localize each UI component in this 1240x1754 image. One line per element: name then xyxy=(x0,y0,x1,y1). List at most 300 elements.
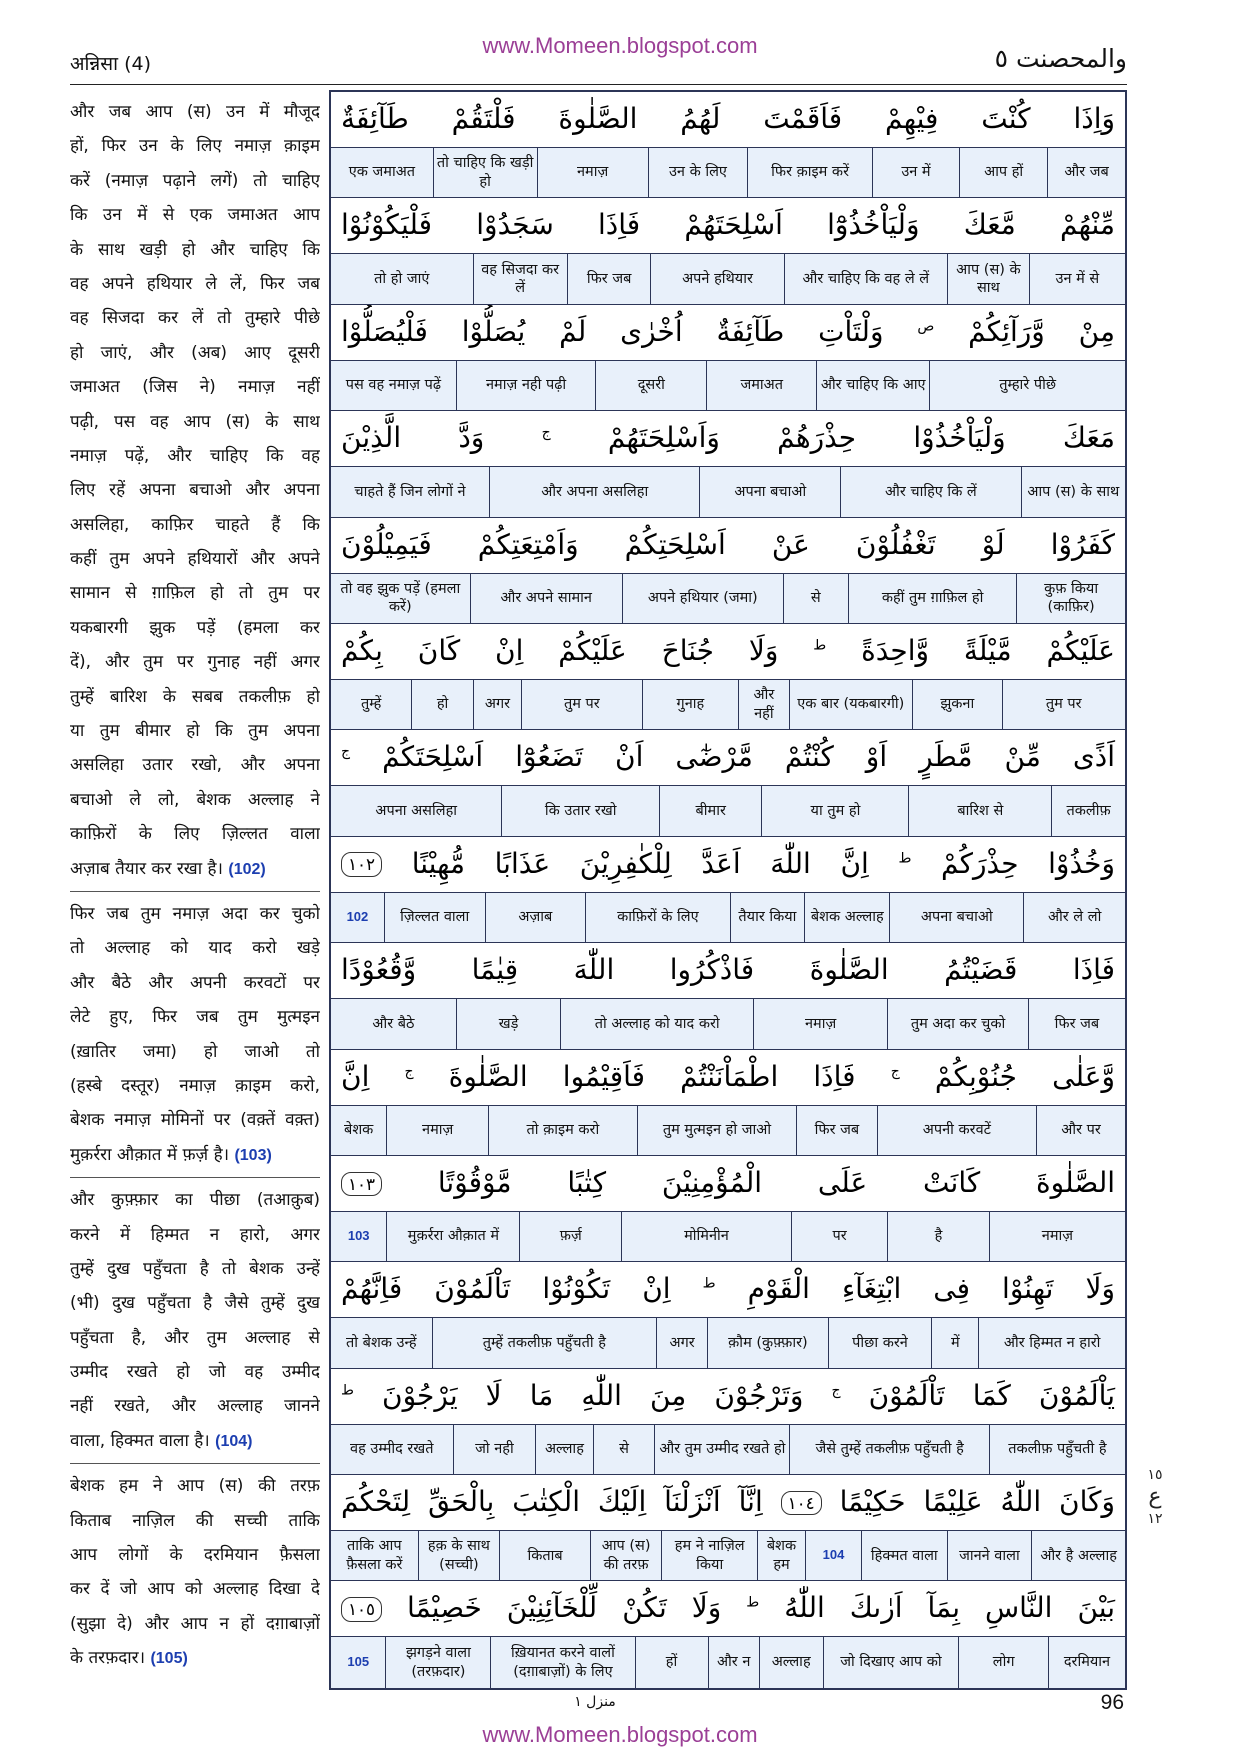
word-meaning-text: और अपना असलिहा xyxy=(541,483,649,500)
translation-line xyxy=(70,897,320,931)
translation-line xyxy=(70,1103,320,1137)
word-meaning-text: फिर क़ाइम करें xyxy=(771,164,850,181)
word-meaning-cell xyxy=(1047,148,1125,197)
juz-name: والمحصنت ٥ xyxy=(994,44,1127,73)
translation-line xyxy=(70,1183,320,1217)
word-meaning-text: किताब xyxy=(527,1547,563,1564)
arabic-line xyxy=(331,1262,1125,1318)
translation-line xyxy=(70,645,320,679)
verse-reference: (102) xyxy=(228,860,266,878)
arabic-text: وَتَرْجُوْنَ مِنَ اللّٰهِ مَا لَا يَرْجُوْنَ xyxy=(382,1378,804,1412)
word-meaning-cell xyxy=(738,680,788,729)
translation-text: (भी) दुख पहुँचता है जैसे तुम्हें दुख xyxy=(70,1293,320,1314)
word-meaning-text: आप (स) के साथ xyxy=(1027,483,1120,500)
translation-text: पहुँचता है, और तुम अल्लाह से xyxy=(70,1327,320,1348)
arabic-text: يَاْلَمُوْنَ كَمَا تَاْلَمُوْنَ xyxy=(868,1378,1115,1412)
word-meaning-text: वह उम्मीद रखते xyxy=(350,1441,434,1458)
translation-text: किताब नाज़िल की सच्ची ताकि xyxy=(70,1510,320,1531)
translation-text: कर दें जो आप को अल्लाह दिखा दे xyxy=(70,1579,320,1600)
word-meaning-text: अज़ाब xyxy=(518,909,553,926)
translation-line xyxy=(70,1504,320,1538)
word-meaning-cell xyxy=(637,1106,796,1155)
word-meaning-text: अपना बचाओ xyxy=(920,909,993,926)
word-meaning-cell xyxy=(1036,1106,1125,1155)
word-meaning-text: तो चाहिए कि खड़ी हो xyxy=(436,155,534,190)
word-meaning-text: अगर xyxy=(669,1334,695,1351)
word-meaning-cell xyxy=(887,1212,989,1261)
word-meaning-text: पीछा करने xyxy=(852,1334,908,1351)
word-meaning-cell xyxy=(331,786,501,835)
verse-reference: (103) xyxy=(234,1146,272,1164)
translation-line xyxy=(70,576,320,610)
word-meaning-cell xyxy=(759,1637,823,1687)
translation-line xyxy=(70,1252,320,1286)
word-meaning-cell xyxy=(958,1637,1047,1687)
translation-text: के साथ खड़ी हो और चाहिए कि xyxy=(70,239,320,260)
ruku-count: ١٢ xyxy=(1147,1511,1163,1527)
verse-reference: (105) xyxy=(150,1650,188,1668)
translation-line xyxy=(70,336,320,370)
word-meaning-cell xyxy=(707,1318,827,1367)
word-meaning-cell xyxy=(1051,786,1125,835)
word-meaning-text: हम ने नाज़िल किया xyxy=(674,1538,745,1573)
translation-text: अज़ाब तैयार कर रखा है। xyxy=(70,858,223,879)
word-meaning-cell xyxy=(470,574,622,623)
word-meaning-cell xyxy=(386,1106,488,1155)
word-meaning-row xyxy=(331,1425,1125,1475)
word-meaning-text: अपना बचाओ xyxy=(734,483,807,500)
translation-line xyxy=(70,473,320,507)
word-meaning-text: नमाज़ xyxy=(422,1121,454,1138)
arabic-line xyxy=(331,198,1125,254)
word-meaning-row xyxy=(331,1531,1125,1581)
verse-number: 104 xyxy=(822,1547,845,1563)
word-meaning-text: नमाज़ नही पढ़ी xyxy=(486,377,567,394)
arabic-text: اِنَّ اللّٰهَ اَعَدَّ لِلْكٰفِرِيْنَ عَذَابًا مُّهِيْنًا xyxy=(411,846,869,880)
word-meaning-text: और चाहिए कि आए xyxy=(820,377,926,394)
word-meaning-text: तुम्हारे पीछे xyxy=(999,377,1057,394)
translation-line xyxy=(70,1069,320,1103)
word-meaning-cell xyxy=(947,1531,1032,1580)
translation-line xyxy=(70,1321,320,1355)
word-meaning-text: से xyxy=(619,1441,629,1458)
translation-paragraph xyxy=(70,1463,320,1675)
word-meaning-cell xyxy=(947,254,1029,303)
translation-text: पढ़ी, पस वह आप (स) के साथ xyxy=(70,411,320,432)
translation-line xyxy=(70,852,320,886)
word-meaning-text: तुम्हें तकलीफ़ पहुँचती है xyxy=(482,1334,606,1351)
word-meaning-text: और पर xyxy=(1061,1121,1101,1138)
word-meaning-text: और है अल्लाह xyxy=(1040,1547,1117,1564)
arabic-line xyxy=(331,92,1125,148)
word-meaning-cell xyxy=(595,361,706,410)
word-meaning-cell xyxy=(499,1531,590,1580)
word-meaning-cell xyxy=(872,148,959,197)
arabic-text: مِنْ وَّرَآئِكُمْ xyxy=(968,314,1115,348)
translation-text: उम्मीद रखते हो जो वह उम्मीद xyxy=(70,1362,320,1383)
word-meaning-text: आप (स) के साथ xyxy=(956,261,1021,297)
word-meaning-cell xyxy=(1048,1637,1125,1687)
page-number: 96 xyxy=(1100,1691,1124,1714)
word-meaning-cell xyxy=(1029,254,1125,303)
word-meaning-text: अल्लाह xyxy=(771,1654,811,1671)
arabic-text: وَكَانَ اللّٰهُ عَلِيْمًا حَكِيْمًا xyxy=(839,1485,1115,1519)
arabic-text: اِنَّ xyxy=(341,1059,370,1093)
translation-text: करने में हिम्मत न हारो, अगर xyxy=(70,1224,320,1245)
word-meaning-cell xyxy=(877,1106,1036,1155)
translation-text: असलिहा, काफ़िर चाहते हैं कि xyxy=(70,514,320,535)
translation-text: असलिहा उतार रखो, और अपना xyxy=(70,755,320,776)
word-meaning-cell xyxy=(453,1425,536,1474)
word-meaning-row xyxy=(331,893,1125,943)
translation-line xyxy=(70,1607,320,1641)
verse-number-cell xyxy=(331,1637,385,1687)
word-meaning-cell xyxy=(535,1425,592,1474)
translation-text: या तुम बीमार हो कि तुम अपना xyxy=(70,721,320,742)
translation-line xyxy=(70,1286,320,1320)
word-meaning-cell xyxy=(519,1212,621,1261)
translation-line xyxy=(70,1000,320,1034)
word-meaning-cell xyxy=(485,893,586,942)
word-meaning-text: हों xyxy=(665,1654,678,1671)
word-meaning-text: आप (स) की तरफ़ xyxy=(601,1538,651,1573)
translation-text: और कुफ़्फ़ार का पीछा (तआक़ुब) xyxy=(70,1190,320,1211)
translation-text: लिए रहें अपना बचाओ और अपना xyxy=(70,480,320,501)
verse-number: 102 xyxy=(346,909,369,925)
word-meaning-cell xyxy=(989,1425,1125,1474)
word-meaning-text: फिर जब xyxy=(814,1121,860,1138)
ruku-sign: ع xyxy=(1148,1484,1162,1509)
translation-line xyxy=(70,680,320,714)
word-meaning-text: गुनाह xyxy=(676,696,705,713)
translation-text: वह अपने हथियार ले लें, फिर जब xyxy=(70,273,320,294)
word-meaning-text: या तुम हो xyxy=(810,802,861,819)
waqf-mark: ط xyxy=(746,1595,760,1612)
word-meaning-text: लोग xyxy=(992,1654,1015,1671)
word-meaning-text: झुकना xyxy=(940,696,975,713)
word-meaning-text: और नहीं xyxy=(753,687,775,722)
word-meaning-text: हक़ के साथ (सच्ची) xyxy=(427,1538,490,1573)
word-meaning-cell xyxy=(560,999,753,1048)
arabic-text: وَلَا تَكُنْ لِّلْخَآئِنِيْنَ خَصِيْمًا xyxy=(407,1591,722,1625)
word-meaning-cell xyxy=(789,1425,988,1474)
word-meaning-cell xyxy=(1028,999,1125,1048)
word-meaning-text: अपने हथियार (जमा) xyxy=(647,589,758,606)
word-meaning-cell xyxy=(823,1637,959,1687)
word-meaning-cell xyxy=(656,1318,707,1367)
translation-line xyxy=(70,1469,320,1503)
word-meaning-cell xyxy=(978,1318,1125,1367)
word-meaning-text: बेशक xyxy=(344,1121,374,1138)
translation-paragraph xyxy=(70,1177,320,1458)
arabic-line xyxy=(331,518,1125,574)
word-meaning-text: तुम अदा कर चुको xyxy=(910,1015,1006,1032)
word-meaning-text: ख़ियानत करने वालों (दग़ाबाज़ों) के लिए xyxy=(511,1645,615,1680)
word-meaning-text: जमाअत xyxy=(740,377,783,394)
word-meaning-cell xyxy=(989,1212,1125,1261)
word-by-word-table xyxy=(329,90,1127,1690)
translation-text: लेटे हुए, फिर जब तुम मुत्मइन xyxy=(70,1007,320,1028)
translation-line xyxy=(70,405,320,439)
word-meaning-cell xyxy=(654,1425,789,1474)
verse-number-cell xyxy=(331,1212,386,1261)
word-meaning-text: और चाहिए कि लें xyxy=(885,483,977,500)
word-meaning-text: बेशक अल्लाह xyxy=(810,909,884,926)
word-meaning-text: उन में से xyxy=(1055,270,1100,287)
translation-line xyxy=(70,748,320,782)
word-meaning-text: तो क़ाइम करो xyxy=(526,1121,600,1138)
ruku-marker xyxy=(1138,1466,1172,1528)
word-meaning-cell xyxy=(432,1318,657,1367)
translation-text: दें), और तुम पर गुनाह नहीं अगर xyxy=(70,652,320,673)
word-meaning-row xyxy=(331,1106,1125,1156)
word-meaning-cell xyxy=(757,1531,805,1580)
translation-line xyxy=(70,611,320,645)
word-meaning-text: तुम्हें xyxy=(360,696,382,713)
word-meaning-text: खड़े xyxy=(498,1015,519,1032)
word-meaning-cell xyxy=(699,467,840,516)
translation-text: मुक़र्ररा औक़ात में फ़र्ज़ है। xyxy=(70,1144,230,1165)
arabic-line xyxy=(331,624,1125,680)
word-meaning-cell xyxy=(1031,1531,1125,1580)
word-meaning-text: तैयार किया xyxy=(738,909,797,926)
waqf-mark: ج xyxy=(541,424,551,441)
translation-text: बचाओ ले लो, बेशक अल्लाह ने xyxy=(70,789,320,810)
arabic-line xyxy=(331,837,1125,893)
word-meaning-cell xyxy=(708,1637,759,1687)
waqf-mark: ط xyxy=(813,637,827,654)
translation-text: काफ़िरों के लिए ज़िल्लत वाला xyxy=(70,824,320,845)
arabic-text: وَخُذُوْا حِذْرَكُمْ xyxy=(941,846,1115,880)
word-meaning-cell xyxy=(783,574,848,623)
word-meaning-text: और चाहिए कि वह ले लें xyxy=(802,270,930,287)
arabic-line xyxy=(331,730,1125,786)
word-meaning-row xyxy=(331,361,1125,411)
word-meaning-text: उन के लिए xyxy=(668,164,727,181)
translation-text: कहीं तुम अपने हथियारों और अपने xyxy=(70,549,320,570)
translation-line xyxy=(70,1641,320,1675)
word-meaning-text: अपने हथियार xyxy=(682,270,753,287)
word-meaning-cell xyxy=(488,1106,637,1155)
word-meaning-text: चाहते हैं जिन लोगों ने xyxy=(354,483,466,500)
arabic-line xyxy=(331,1156,1125,1212)
word-meaning-cell xyxy=(331,999,456,1048)
word-meaning-cell xyxy=(593,1425,655,1474)
word-meaning-text: पस वह नमाज़ पढ़ें xyxy=(345,377,442,394)
word-meaning-row xyxy=(331,148,1125,198)
word-meaning-text: और तुम उम्मीद रखते हो xyxy=(659,1441,786,1458)
translation-line xyxy=(70,1138,320,1172)
translation-line xyxy=(70,1538,320,1572)
verse-reference: (104) xyxy=(215,1432,253,1450)
translation-line xyxy=(70,966,320,1000)
word-meaning-cell xyxy=(784,254,948,303)
translation-line xyxy=(70,1035,320,1069)
translation-line xyxy=(70,508,320,542)
word-meaning-text: कुफ़ किया (काफ़िर) xyxy=(1044,580,1099,616)
translation-text: नहीं रखते, और अल्लाह जानने xyxy=(70,1396,320,1417)
arabic-line xyxy=(331,1050,1125,1106)
arabic-text: عَلَيْكُمْ مَّيْلَةً وَّاحِدَةً xyxy=(861,633,1116,667)
word-meaning-text: तकलीफ़ xyxy=(1066,802,1111,819)
word-meaning-text: हिक्मत वाला xyxy=(870,1547,938,1564)
word-meaning-cell xyxy=(521,680,641,729)
arabic-line xyxy=(331,305,1125,361)
word-meaning-row xyxy=(331,680,1125,730)
arabic-line xyxy=(331,411,1125,467)
translation-text: कि उन में से एक जमाअत आप xyxy=(70,205,320,226)
translation-text: तो अल्लाह को याद करो खड़े xyxy=(70,938,320,959)
word-meaning-cell xyxy=(537,148,648,197)
translation-text: और जब आप (स) उन में मौजूद xyxy=(70,102,320,122)
translation-text: बेशक नमाज़ मोमिनों पर (वक़्तें वक़्त) xyxy=(70,1110,320,1131)
word-meaning-row xyxy=(331,999,1125,1049)
word-meaning-text: उन में xyxy=(901,164,931,181)
word-meaning-cell xyxy=(789,680,913,729)
verse-number-cell xyxy=(331,893,384,942)
ayah-number-marker: ١٠٢ xyxy=(341,852,382,877)
waqf-mark: ص xyxy=(917,318,935,335)
waqf-mark: ج xyxy=(890,1063,900,1080)
translation-line xyxy=(70,714,320,748)
translation-text: यकबारगी झुक पड़ें (हमला कर xyxy=(70,617,320,638)
arabic-text: الصَّلٰوةَ كَانَتْ عَلَى الْمُؤْمِنِيْنَ كِتٰبًا مَّوْقُوْتًا xyxy=(437,1165,1116,1199)
word-meaning-text: अपना असलिहा xyxy=(375,802,458,819)
site-url-bottom: www.Momeen.blogspot.com xyxy=(482,1722,758,1747)
word-meaning-text: नमाज़ xyxy=(576,164,609,181)
word-meaning-text: ताकि आप फ़ैसला करें xyxy=(346,1538,403,1573)
translation-text: (हस्बे दस्तूर) नमाज़ क़ाइम करो, xyxy=(70,1075,320,1096)
arabic-line xyxy=(331,1475,1125,1531)
arabic-text: اَذًى مِّنْ مَّطَرٍ اَوْ كُنْتُمْ مَّرْضٰٓى اَنْ تَضَعُوْٓا اَسْلِحَتَكُمْ xyxy=(382,740,1116,774)
translation-line xyxy=(70,783,320,817)
word-meaning-text: तुम पर xyxy=(563,696,600,713)
word-meaning-cell xyxy=(1023,893,1125,942)
translation-line xyxy=(70,1355,320,1389)
translation-text: हों, फिर उन के लिए नमाज़ क़ाइम xyxy=(70,136,320,157)
word-meaning-text: और जब xyxy=(1064,164,1109,181)
translation-line xyxy=(70,267,320,301)
word-meaning-text: और ले लो xyxy=(1047,909,1102,926)
translation-text: बेशक हम ने आप (स) की तरफ़ xyxy=(70,1476,320,1497)
translation-line xyxy=(70,301,320,335)
word-meaning-text: जैसे तुम्हें तकलीफ़ पहुँचती है xyxy=(815,1441,964,1458)
word-meaning-text: तो वह झुक पड़ें (हमला करें) xyxy=(340,580,461,616)
translation-paragraph xyxy=(70,891,320,1172)
word-meaning-cell xyxy=(567,254,651,303)
word-meaning-row xyxy=(331,786,1125,836)
translation-column xyxy=(70,95,320,1685)
word-meaning-text: तो बेशक उन्हें xyxy=(346,1334,417,1351)
word-meaning-cell xyxy=(622,574,783,623)
word-meaning-cell xyxy=(816,361,929,410)
word-meaning-cell xyxy=(418,1531,500,1580)
word-meaning-text: फिर जब xyxy=(586,270,632,287)
word-meaning-cell xyxy=(828,1318,932,1367)
word-meaning-cell xyxy=(908,786,1051,835)
word-meaning-cell xyxy=(621,1212,791,1261)
translation-line xyxy=(70,931,320,965)
word-meaning-cell xyxy=(959,148,1047,197)
word-meaning-text: अगर xyxy=(484,696,511,713)
word-meaning-cell xyxy=(840,467,1020,516)
word-meaning-text: तो अल्लाह को याद करो xyxy=(594,1015,720,1032)
word-meaning-cell xyxy=(456,361,596,410)
translation-text: फिर जब तुम नमाज़ अदा कर चुको xyxy=(70,903,320,924)
word-meaning-text: बेशक हम xyxy=(766,1538,797,1573)
header-rule xyxy=(70,84,1127,85)
word-meaning-text: और हिम्मत न हारो xyxy=(1003,1334,1101,1351)
word-meaning-text: हो xyxy=(436,696,449,713)
word-meaning-row xyxy=(331,1318,1125,1368)
word-meaning-cell xyxy=(659,786,761,835)
translation-text: करें (नमाज़ पढ़ाने लगें) तो चाहिए xyxy=(70,170,320,191)
translation-line xyxy=(70,198,320,232)
word-meaning-cell xyxy=(456,999,561,1048)
word-meaning-text: क़ौम (कुफ़्फ़ार) xyxy=(728,1334,808,1351)
ayah-number-marker: ١٠٣ xyxy=(341,1172,382,1197)
waqf-mark: ط xyxy=(341,1382,354,1399)
word-meaning-text: जो नही xyxy=(475,1441,514,1458)
translation-line xyxy=(70,233,320,267)
translation-text: (सुझा दे) और आप न हों दग़ाबाज़ों xyxy=(70,1613,320,1634)
site-url-top: www.Momeen.blogspot.com xyxy=(482,33,758,58)
word-meaning-row xyxy=(331,1637,1125,1687)
arabic-text: وَلْتَاْتِ طَآئِفَةٌ اُخْرٰى لَمْ يُصَلُّوْا فَلْيُصَلُّوْا xyxy=(341,314,884,348)
translation-text: आप लोगों के दरमियान फ़ैसला xyxy=(70,1545,320,1566)
word-meaning-text: मोमिनीन xyxy=(684,1228,729,1245)
word-meaning-cell xyxy=(642,680,739,729)
word-meaning-text: नमाज़ xyxy=(804,1015,837,1032)
word-meaning-cell xyxy=(635,1637,708,1687)
word-meaning-text: एक बार (यकबारगी) xyxy=(797,696,905,713)
word-meaning-text: वह सिजदा कर लें xyxy=(481,261,560,297)
word-meaning-text: अपनी करवटें xyxy=(922,1121,991,1138)
translation-text: सामान से ग़ाफ़िल हो तो तुम पर xyxy=(70,583,320,604)
translation-line xyxy=(70,1218,320,1252)
translation-line xyxy=(70,817,320,851)
waqf-mark: ط xyxy=(702,1275,716,1292)
arabic-text: اِنَّآ اَنْزَلْنَآ اِلَيْكَ الْكِتٰبَ بِالْحَقِّ لِتَحْكُمَ xyxy=(341,1485,763,1519)
translation-paragraph xyxy=(70,95,320,886)
word-meaning-cell xyxy=(929,361,1125,410)
ruku-number: ١٥ xyxy=(1147,1467,1163,1483)
word-meaning-cell xyxy=(585,893,729,942)
word-meaning-cell xyxy=(501,786,659,835)
word-meaning-text: और बैठे xyxy=(372,1015,415,1032)
word-meaning-cell xyxy=(1016,574,1125,623)
word-meaning-cell xyxy=(489,467,699,516)
arabic-line xyxy=(331,943,1125,999)
arabic-text: وَلَا جُنَاحَ عَلَيْكُمْ اِنْ كَانَ بِكُمْ xyxy=(341,633,779,667)
word-meaning-cell xyxy=(730,893,805,942)
word-meaning-cell xyxy=(912,680,1001,729)
word-meaning-cell xyxy=(1002,680,1126,729)
word-meaning-text: बारिश से xyxy=(957,802,1004,819)
word-meaning-text: अल्लाह xyxy=(544,1441,584,1458)
surah-title: अन्निसा (4) xyxy=(70,53,151,75)
word-meaning-text: तकलीफ़ पहुँचती है xyxy=(1008,1441,1107,1458)
word-meaning-cell xyxy=(411,680,473,729)
word-meaning-cell xyxy=(761,786,908,835)
arabic-text: فَاِذَا اطْمَاْنَنْتُمْ فَاَقِيْمُوا الصَّلٰوةَ xyxy=(448,1059,856,1093)
word-meaning-text: काफ़िरों के लिए xyxy=(617,909,699,926)
word-meaning-cell xyxy=(331,467,489,516)
word-meaning-cell xyxy=(590,1531,661,1580)
waqf-mark: ط xyxy=(898,850,912,867)
translation-text: नमाज़ पढ़ें, और चाहिए कि वह xyxy=(70,445,320,466)
word-meaning-text: कहीं तुम ग़ाफ़िल हो xyxy=(881,589,984,606)
